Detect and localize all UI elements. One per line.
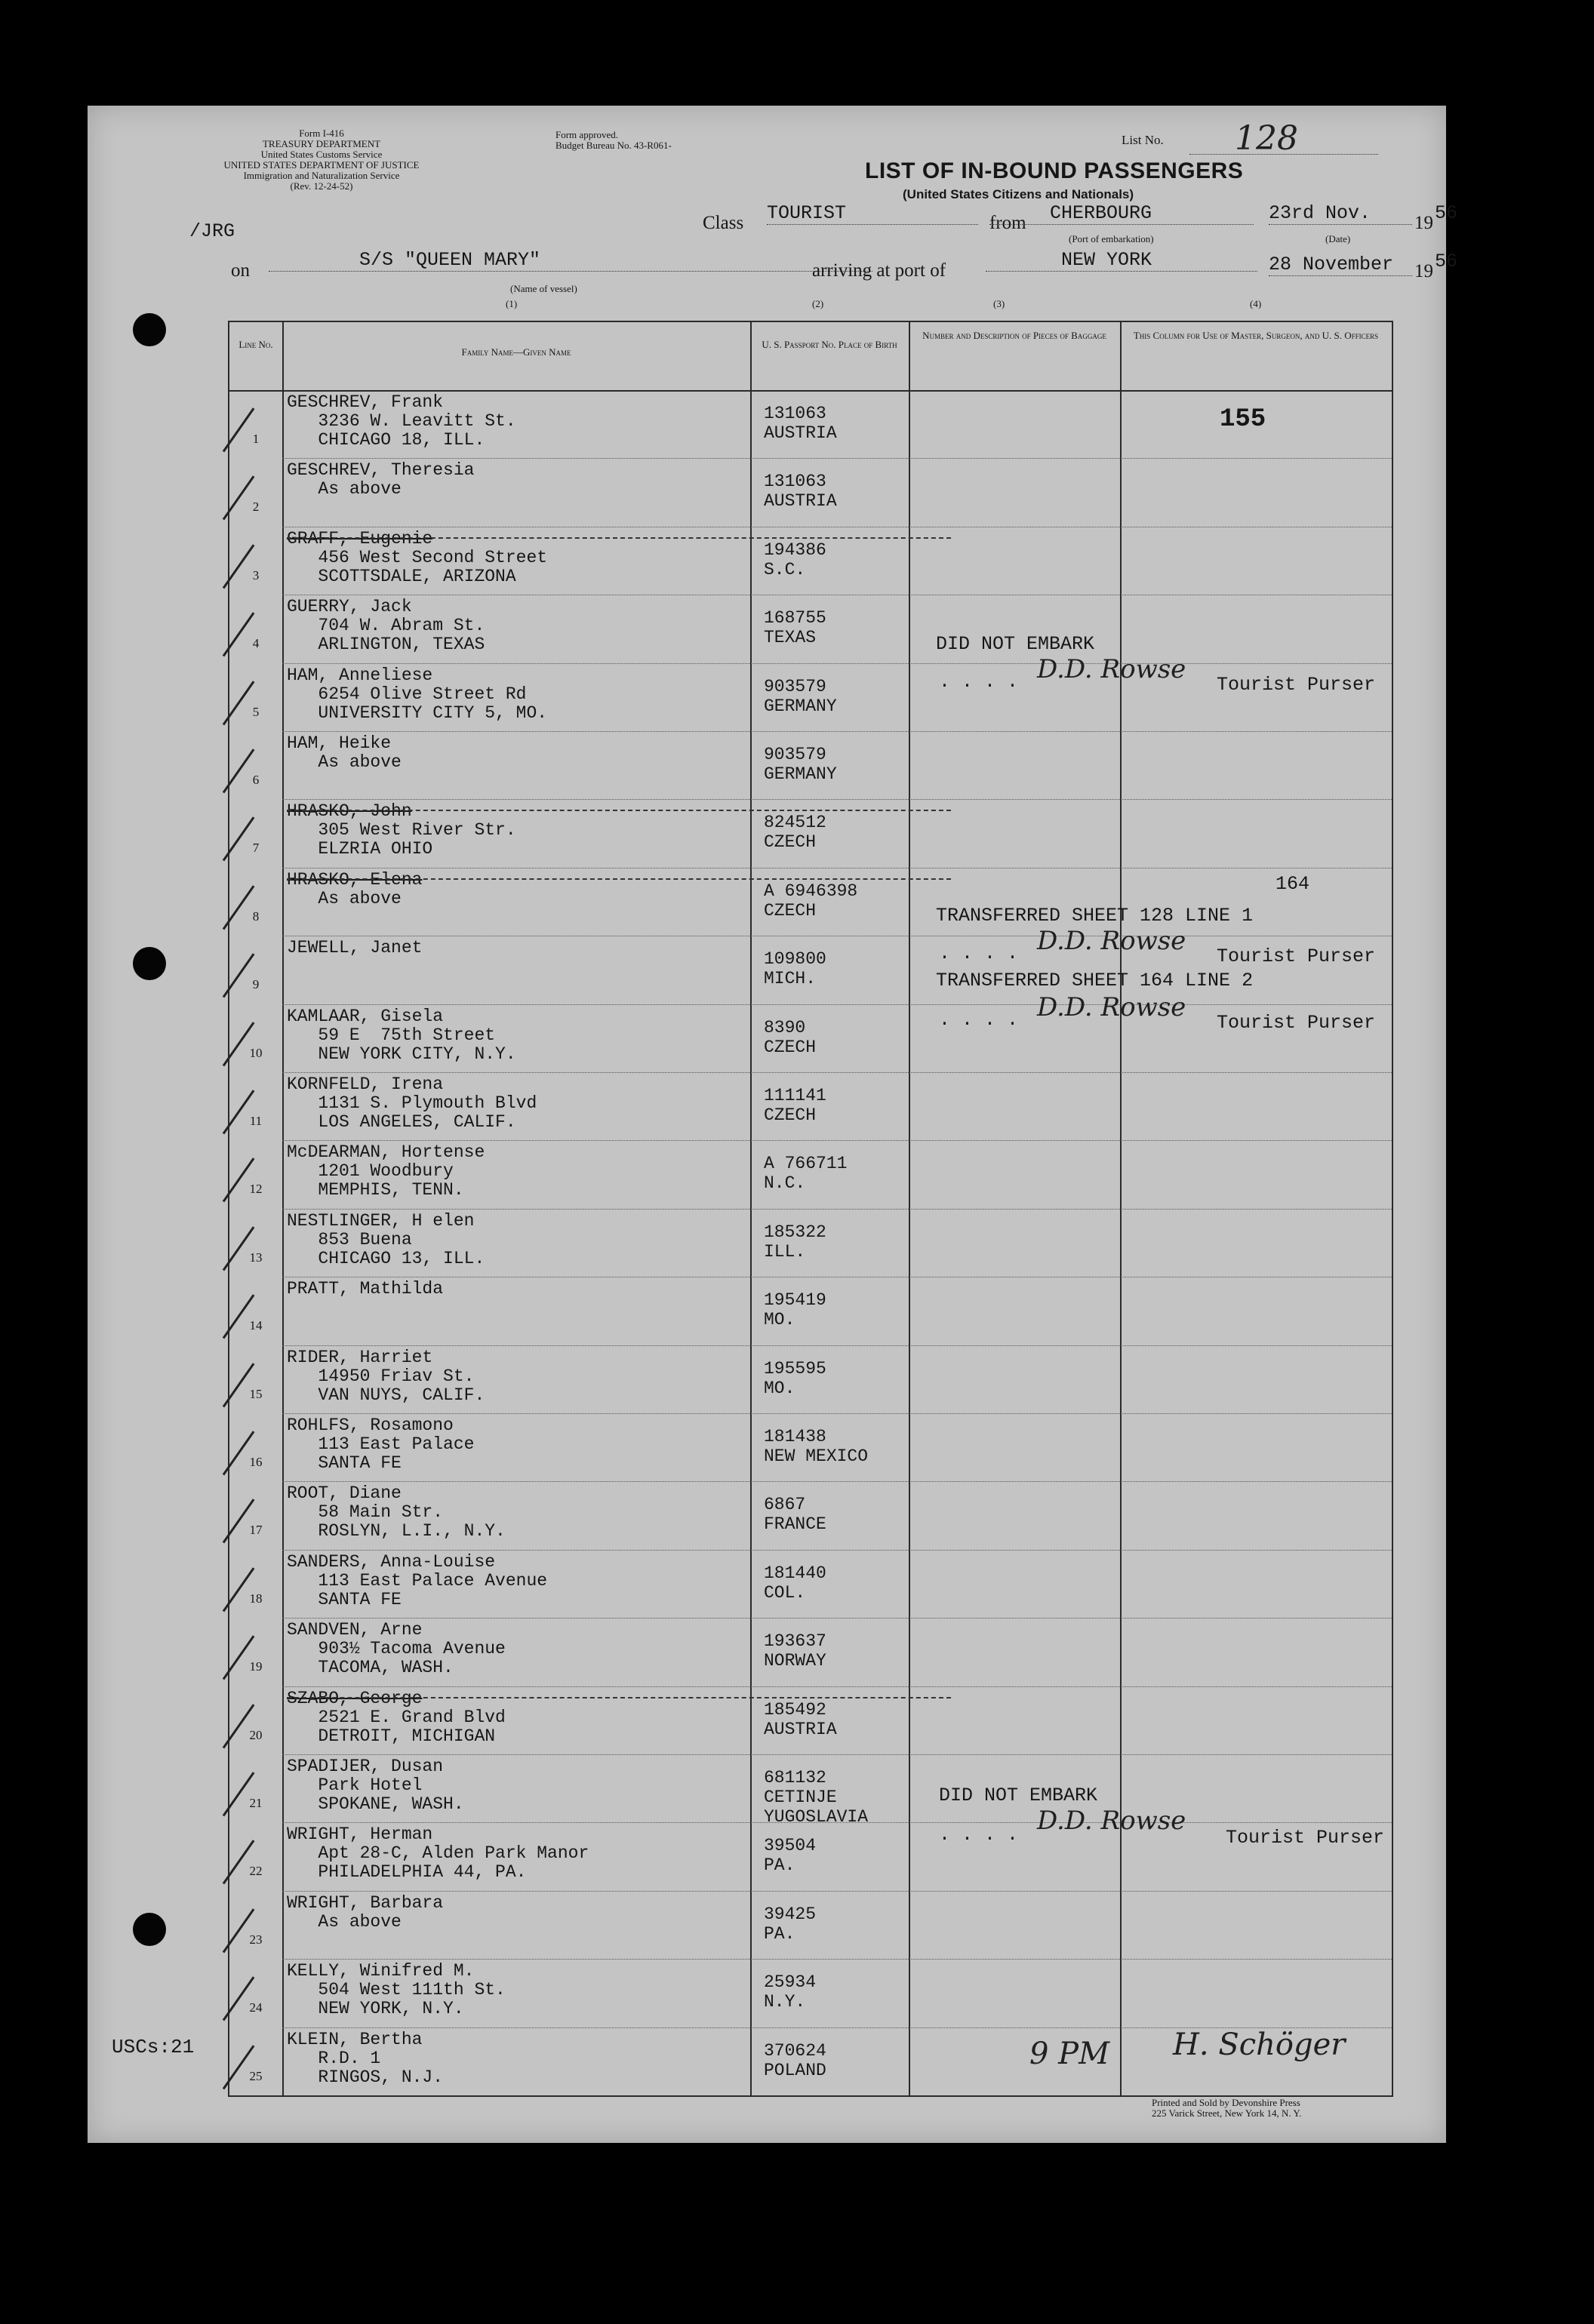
passenger-address: As above <box>287 479 402 500</box>
passport-number: 131063 <box>764 472 826 492</box>
passport-block <box>764 1359 826 1398</box>
punch-hole-top <box>133 313 166 346</box>
uscs-count: USCs:21 <box>112 2036 195 2058</box>
place-of-birth: GERMANY <box>764 764 837 784</box>
sig-dots-7: . . . . <box>939 942 1019 964</box>
passenger-name-block <box>287 666 547 723</box>
passport-block <box>764 1904 816 1944</box>
passenger-name-block <box>287 1007 516 1064</box>
passport-block <box>764 404 837 443</box>
passenger-name: KAMLAAR, Gisela <box>287 1006 444 1026</box>
passenger-name-block <box>287 1075 537 1132</box>
purser-20: Tourist Purser <box>1226 1827 1385 1849</box>
row-separator <box>282 1959 1392 1960</box>
line-number: 5 <box>252 704 260 719</box>
place-of-birth: MICH. <box>764 969 817 989</box>
passport-block <box>764 1631 826 1671</box>
passenger-address: 113 East Palace Avenue SANTA FE <box>318 1570 548 1609</box>
passenger-name: SANDERS, Anna-Louise <box>287 1551 496 1572</box>
row-separator <box>282 1345 1392 1346</box>
class-label: Class <box>703 213 744 233</box>
line-number: 8 <box>252 908 260 924</box>
passenger-address: 1201 Woodbury MEMPHIS, TENN. <box>318 1161 464 1200</box>
passport-block <box>764 881 857 921</box>
page-title: LIST OF IN-BOUND PASSENGERS <box>865 158 1244 183</box>
passport-number: 194386 <box>764 540 826 560</box>
passport-block <box>764 1700 837 1739</box>
passport-number: 903579 <box>764 745 826 764</box>
passenger-name: RIDER, Harriet <box>287 1347 433 1367</box>
embark-year-prefix: 19 <box>1414 213 1433 233</box>
printer-line-1: Printed and Sold by Devonshire Press <box>1152 2097 1300 2108</box>
sig-dots-20: . . . . <box>939 1824 1019 1846</box>
header-baggage: Number and Description of Pieces of Baggage <box>922 330 1106 341</box>
passenger-name-block <box>287 1280 443 1299</box>
col-num-2: (2) <box>812 298 824 309</box>
place-of-birth: NEW MEXICO <box>764 1446 869 1466</box>
class-value: TOURIST <box>767 202 978 225</box>
on-label: on <box>231 260 250 281</box>
line-number: 15 <box>249 1386 263 1401</box>
arrival-year: 56 <box>1435 251 1458 272</box>
passenger-name-block <box>287 1416 474 1473</box>
page-subtitle: (United States Citizens and Nationals) <box>903 187 1134 201</box>
place-of-birth: POLAND <box>764 2060 826 2080</box>
header-name: Family Name—Given Name <box>461 346 571 358</box>
from-value: CHERBOURG <box>989 202 1254 225</box>
passport-number: 185322 <box>764 1222 826 1242</box>
passenger-name-block <box>287 1143 485 1200</box>
passport-number: 109800 <box>764 949 826 970</box>
passenger-address: Apt 28-C, Alden Park Manor PHILADELPHIA 44, PA. <box>318 1843 589 1883</box>
col-num-3: (3) <box>993 298 1005 309</box>
line-number: 13 <box>249 1250 263 1265</box>
passenger-name: GESCHREV, Frank <box>287 392 444 412</box>
line-number: 3 <box>252 567 260 583</box>
place-of-birth: N.Y. <box>764 1992 806 2012</box>
treasury-dept: TREASURY DEPARTMENT <box>262 138 381 149</box>
line-number: 14 <box>249 1318 263 1333</box>
passport-number: 195595 <box>764 1358 826 1379</box>
place-of-birth: AUSTRIA <box>764 491 837 512</box>
did-not-embark-3: DID NOT EMBARK <box>936 633 1095 655</box>
passenger-name: GRAFF, Eugenie <box>287 528 433 549</box>
purser-8: Tourist Purser <box>1217 1012 1376 1034</box>
col-num-1: (1) <box>506 298 518 309</box>
passport-number: 185492 <box>764 1699 826 1720</box>
purser-signature-8: D.D. Rowse <box>1037 992 1186 1022</box>
passport-block <box>764 1154 847 1193</box>
passenger-address: 456 West Second Street SCOTTSDALE, ARIZONA <box>318 547 548 586</box>
line-number: 18 <box>249 1591 263 1606</box>
passport-block <box>764 1427 868 1466</box>
ins-service: Immigration and Naturalization Service <box>243 170 400 181</box>
passenger-address: R.D. 1 RINGOS, N.J. <box>318 2048 444 2087</box>
line-number: 19 <box>249 1659 263 1674</box>
row-separator <box>282 458 1392 459</box>
place-of-birth: N.C. <box>764 1173 806 1194</box>
passport-number: 111141 <box>764 1086 826 1105</box>
purser-3: Tourist Purser <box>1217 674 1376 696</box>
passenger-address: 704 W. Abram St. ARLINGTON, TEXAS <box>318 616 485 655</box>
place-of-birth: PA. <box>764 1855 795 1876</box>
time-note: 9 PM <box>1029 2037 1110 2071</box>
passport-number: 903579 <box>764 676 826 696</box>
passenger-address: 59 E 75th Street NEW YORK CITY, N.Y. <box>318 1025 516 1064</box>
embark-date: 23rd Nov. <box>1269 202 1412 225</box>
passenger-address: 14950 Friav St. VAN NUYS, CALIF. <box>318 1366 485 1405</box>
passport-block <box>764 1563 826 1603</box>
embark-year: 56 <box>1435 202 1458 224</box>
passport-block <box>764 949 826 988</box>
line-number: 4 <box>252 636 260 651</box>
passenger-address: 1131 S. Plymouth Blvd LOS ANGELES, CALIF. <box>318 1093 537 1132</box>
place-of-birth: TEXAS <box>764 628 817 648</box>
port-note: (Port of embarkation) <box>1069 233 1154 244</box>
line-number: 6 <box>252 773 260 787</box>
initials: /JRG <box>189 220 235 242</box>
passenger-name-block <box>287 393 516 450</box>
passport-number: 131063 <box>764 404 826 423</box>
line-number: 9 <box>252 977 260 992</box>
line-number: 25 <box>249 2068 263 2083</box>
passport-number: 181440 <box>764 1563 826 1583</box>
sig-dots-3: . . . . <box>939 671 1019 693</box>
passenger-address: 504 West 111th St. NEW YORK, N.Y. <box>318 1980 506 2019</box>
passenger-address: 903½ Tacoma Avenue TACOMA, WASH. <box>318 1639 506 1678</box>
line-number: 12 <box>249 1182 263 1197</box>
purser-signature-3: D.D. Rowse <box>1037 654 1186 684</box>
place-of-birth: AUSTRIA <box>764 423 837 443</box>
place-of-birth: CZECH <box>764 1037 817 1057</box>
passport-number: 25934 <box>764 1972 817 1993</box>
transferred-8: TRANSFERRED SHEET 164 LINE 2 <box>936 970 1254 991</box>
place-of-birth: CETINJE YUGOSLAVIA <box>764 1788 869 1827</box>
strike-dashline <box>287 537 951 539</box>
passenger-name: HRASKO, Elena <box>287 869 423 890</box>
passenger-name: HRASKO, John <box>287 801 412 822</box>
budget-bureau: Budget Bureau No. 43-R061- <box>555 140 672 151</box>
passenger-name: WRIGHT, Barbara <box>287 1892 444 1913</box>
row-separator <box>282 799 1392 800</box>
passenger-name-block <box>287 1962 506 2018</box>
passport-number: 193637 <box>764 1631 826 1652</box>
vessel-note: (Name of vessel) <box>510 283 577 294</box>
passport-block <box>764 745 837 784</box>
place-of-birth: ILL. <box>764 1241 806 1262</box>
passenger-name-block <box>287 1825 589 1882</box>
customs-service: United States Customs Service <box>260 149 383 160</box>
passenger-name: SANDVEN, Arne <box>287 1620 423 1640</box>
passenger-name-block <box>287 1757 464 1814</box>
passport-block <box>764 677 837 716</box>
from-label: from <box>989 213 1026 233</box>
form-approved: Form approved. <box>555 129 619 140</box>
passport-number: 168755 <box>764 608 826 629</box>
place-of-birth: NORWAY <box>764 1651 826 1671</box>
transferred-7: TRANSFERRED SHEET 128 LINE 1 <box>936 905 1254 927</box>
passport-block <box>764 1836 816 1875</box>
passenger-name-block <box>287 734 402 772</box>
line-number: 11 <box>249 1114 263 1128</box>
line-number: 2 <box>252 500 260 515</box>
date-note: (Date) <box>1325 233 1351 244</box>
list-number-line <box>1189 154 1378 155</box>
passport-block <box>764 472 837 511</box>
passenger-name: SZABO, George <box>287 1688 423 1708</box>
printer-line-2: 225 Varick Street, New York 14, N. Y. <box>1152 2107 1302 2119</box>
passport-block <box>764 2041 826 2080</box>
row-separator <box>282 731 1392 732</box>
arrival-port: NEW YORK <box>986 249 1257 272</box>
sig-dots-8: . . . . <box>939 1009 1019 1031</box>
sheet-164-note: 164 <box>1276 873 1310 895</box>
place-of-birth: COL. <box>764 1582 806 1603</box>
row-separator <box>282 1822 1392 1823</box>
passenger-address: As above <box>287 752 402 772</box>
row-separator <box>282 663 1392 664</box>
passenger-name-block <box>287 939 422 958</box>
passport-block <box>764 608 826 647</box>
strike-dashline <box>287 810 951 811</box>
passport-number: 8390 <box>764 1017 806 1038</box>
passenger-address: 2521 E. Grand Blvd DETROIT, MICHIGAN <box>318 1707 506 1746</box>
line-number: 21 <box>249 1796 263 1810</box>
passport-block <box>764 1018 816 1057</box>
passport-block <box>764 540 826 579</box>
passport-block <box>764 1495 826 1534</box>
row-separator <box>282 1550 1392 1551</box>
form-approval <box>555 130 672 151</box>
row-separator <box>282 1413 1392 1414</box>
passenger-name-block <box>287 461 474 499</box>
passenger-name-block <box>287 871 422 908</box>
passenger-address: 6254 Olive Street Rd UNIVERSITY CITY 5, MO. <box>318 684 548 723</box>
passenger-name-block <box>287 1348 485 1405</box>
passenger-name: KLEIN, Bertha <box>287 2029 423 2049</box>
purser-signature-7: D.D. Rowse <box>1037 926 1186 956</box>
place-of-birth: CZECH <box>764 1105 817 1125</box>
passport-block <box>764 1972 816 2012</box>
printer-info <box>1152 2098 1301 2119</box>
passenger-name: KELLY, Winifred M. <box>287 1961 475 1981</box>
place-of-birth: MO. <box>764 1310 795 1330</box>
place-of-birth: CZECH <box>764 832 817 853</box>
passenger-name: WRIGHT, Herman <box>287 1824 433 1845</box>
form-agency-block <box>223 128 420 192</box>
passenger-name: ROOT, Diane <box>287 1483 402 1504</box>
punch-hole-middle <box>133 947 166 980</box>
passenger-address: 113 East Palace SANTA FE <box>318 1434 475 1473</box>
passport-number: 195419 <box>764 1290 826 1311</box>
passenger-name-block <box>287 1212 485 1268</box>
passenger-address: 305 West River Str. ELZRIA OHIO <box>318 820 516 859</box>
passenger-name: NESTLINGER, H elen <box>287 1210 475 1231</box>
passenger-name: SPADIJER, Dusan <box>287 1757 444 1776</box>
passenger-name-block <box>287 1553 547 1609</box>
passenger-address: 853 Buena CHICAGO 13, ILL. <box>318 1229 485 1268</box>
arrival-year-prefix: 19 <box>1414 261 1433 281</box>
list-number: 128 <box>1235 119 1298 158</box>
passport-number: 370624 <box>764 2040 826 2061</box>
passport-number: 39504 <box>764 1836 817 1856</box>
passport-block <box>764 1768 868 1827</box>
place-of-birth: MO. <box>764 1378 795 1398</box>
row-separator <box>282 1140 1392 1141</box>
line-number: 20 <box>249 1727 263 1742</box>
form-number: Form I-416 <box>299 128 344 139</box>
passenger-table <box>228 321 1393 2097</box>
form-revision: (Rev. 12-24-52) <box>290 180 353 192</box>
list-number-label: List No. <box>1122 133 1164 147</box>
place-of-birth: AUSTRIA <box>764 1719 837 1739</box>
purser-signature-20: D.D. Rowse <box>1037 1806 1186 1836</box>
passenger-name: HAM, Heike <box>287 733 392 753</box>
row-separator <box>282 1891 1392 1892</box>
row-separator <box>282 1481 1392 1482</box>
passenger-address: 58 Main Str. ROSLYN, L.I., N.Y. <box>318 1502 506 1542</box>
strike-dashline <box>287 878 951 880</box>
did-not-embark-20: DID NOT EMBARK <box>939 1784 1098 1806</box>
passenger-name-block <box>287 1484 506 1541</box>
line-number: 16 <box>249 1455 263 1469</box>
purser-7: Tourist Purser <box>1217 945 1376 967</box>
passenger-count: 155 <box>1220 405 1266 434</box>
passport-block <box>764 1086 826 1125</box>
passenger-name-block <box>287 1894 443 1932</box>
passenger-address: As above <box>287 888 402 908</box>
passenger-name-block <box>287 1621 506 1677</box>
passenger-name-block <box>287 598 485 654</box>
line-number: 17 <box>249 1523 263 1538</box>
passport-number: 681132 <box>764 1768 826 1788</box>
row-separator <box>282 1754 1392 1755</box>
line-number: 23 <box>249 1932 263 1947</box>
passenger-name-block <box>287 2030 443 2087</box>
place-of-birth: GERMANY <box>764 696 837 716</box>
passenger-name: GUERRY, Jack <box>287 597 412 617</box>
header-officers: This Column for Use of Master, Surgeon, and U. S. Officers <box>1133 330 1379 341</box>
passenger-name: PRATT, Mathilda <box>287 1279 444 1299</box>
strike-dashline <box>287 1697 951 1698</box>
row-separator <box>282 1686 1392 1687</box>
arrival-date: 28 November <box>1269 254 1412 276</box>
manifest-sheet <box>88 106 1458 2143</box>
place-of-birth: PA. <box>764 1923 795 1944</box>
vessel-name: S/S "QUEEN MARY" <box>269 249 872 272</box>
passport-number: A 766711 <box>764 1154 848 1174</box>
passport-number: 181438 <box>764 1427 826 1446</box>
officer-signature: H. Schöger <box>1173 2027 1346 2062</box>
line-number: 22 <box>249 1864 263 1879</box>
line-number: 10 <box>249 1045 263 1060</box>
row-separator <box>282 1004 1392 1005</box>
justice-dept: UNITED STATES DEPARTMENT OF JUSTICE <box>223 159 420 171</box>
row-separator <box>282 1072 1392 1073</box>
header-passport: U. S. Passport No. Place of Birth <box>762 339 897 350</box>
passport-number: 824512 <box>764 813 826 833</box>
line-number: 7 <box>252 841 260 856</box>
place-of-birth: CZECH <box>764 900 817 921</box>
passenger-address: As above <box>287 1911 402 1932</box>
arriving-label: arriving at port of <box>812 260 946 281</box>
col-num-4: (4) <box>1250 298 1262 309</box>
row-separator <box>282 1209 1392 1210</box>
place-of-birth: S.C. <box>764 559 806 579</box>
passenger-name: ROHLFS, Rosamono <box>287 1416 454 1435</box>
line-number: 1 <box>252 432 260 446</box>
passport-block <box>764 813 826 852</box>
passenger-address: Park Hotel SPOKANE, WASH. <box>318 1775 464 1814</box>
passport-block <box>764 1222 826 1262</box>
line-number: 24 <box>249 2000 263 2015</box>
passenger-name: GESCHREV, Theresia <box>287 460 475 481</box>
passport-block <box>764 1290 826 1330</box>
passenger-name: HAM, Anneliese <box>287 665 433 685</box>
passport-number: 6867 <box>764 1495 806 1515</box>
passport-number: 39425 <box>764 1904 817 1924</box>
punch-hole-bottom <box>133 1913 166 1946</box>
header-line-no: Line No. <box>238 339 273 350</box>
place-of-birth: FRANCE <box>764 1514 826 1535</box>
passenger-address: 3236 W. Leavitt St. CHICAGO 18, ILL. <box>318 411 516 450</box>
passenger-name: KORNFELD, Irena <box>287 1074 444 1094</box>
passport-number: A 6946398 <box>764 881 858 901</box>
passenger-name: McDEARMAN, Hortense <box>287 1142 485 1163</box>
passenger-name: JEWELL, Janet <box>287 938 423 958</box>
